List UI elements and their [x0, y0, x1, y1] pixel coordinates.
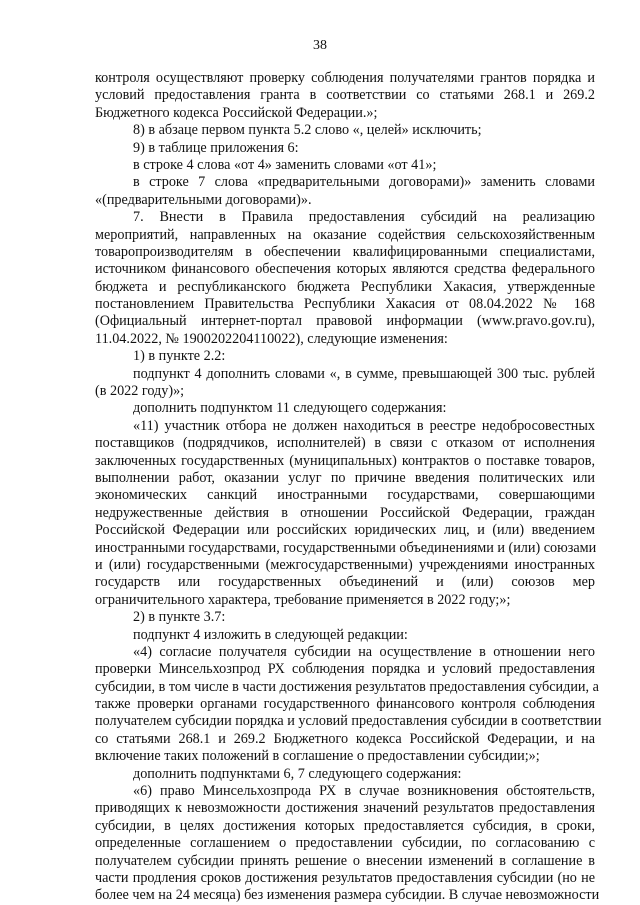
text-line: части продления сроков достижения результатов предоставления субсидии (но не — [95, 869, 595, 886]
text-line: 7. Внести в Правила предоставления субсидий на реализацию — [133, 209, 595, 226]
text-line: (Официальный интернет-портал правовой информации (www.pravo.gov.ru), — [95, 313, 595, 330]
page-number: 38 — [313, 38, 327, 53]
text-line: «(предварительными договорами)». — [95, 191, 312, 208]
text-line: Бюджетного кодекса Российской Федерации.»; — [95, 104, 378, 121]
text-line: субсидии, в том числе в части достижения результатов предоставления субсидии, а — [95, 678, 599, 695]
text-line: мероприятий, направленных на оказание содействия сельскохозяйственным — [95, 226, 595, 243]
text-line: поставщиков (подрядчиков, исполнителей) в связи с отказом от исполнения — [95, 435, 595, 452]
text-line: проверки Минсельхозпрод РХ соблюдения порядка и условий предоставления — [95, 661, 595, 678]
text-line: 9) в таблице приложения 6: — [133, 139, 299, 156]
text-line: получателем субсидии порядка и условий предоставления субсидии в соответствии — [95, 713, 602, 730]
text-line: включение таких положений в соглашение о предоставлении субсидии;»; — [95, 748, 540, 765]
text-line: источником финансового обеспечения которых являются средства федерального — [95, 261, 595, 278]
text-line: дополнить подпунктами 6, 7 следующего содержания: — [133, 765, 462, 782]
text-line: со статьями 268.1 и 269.2 Бюджетного кодекса Российской Федерации, и на — [95, 730, 595, 747]
text-line: «6) право Минсельхозпрода РХ в случае возникновения обстоятельств, — [133, 783, 595, 800]
text-line: 2) в пункте 3.7: — [133, 609, 226, 626]
text-line: 1) в пункте 2.2: — [133, 348, 226, 365]
text-line: условий предоставления гранта в соответствии со статьями 268.1 и 269.2 — [95, 87, 595, 104]
text-line: ограничительного характера, требование применяется в 2022 году;»; — [95, 591, 511, 608]
text-line: 11.04.2022, № 1900202204110022), следующие изменения: — [95, 330, 448, 347]
text-line: в строке 4 слова «от 4» заменить словами «от 41»; — [133, 156, 437, 173]
document-body — [95, 70, 602, 905]
text-line: более чем на 24 месяца) без изменения размера субсидии. В случае невозможности — [95, 887, 600, 904]
text-line: товаропроизводителям в обеспечении квалифицированными специалистами, — [95, 243, 595, 260]
text-line: заключенных государственных (муниципальных) контрактов о поставке товаров, — [95, 452, 595, 469]
text-line: иностранными государствами, государственными объединениями и (или) союзами — [95, 539, 597, 556]
text-line: Российской Федерации или российских юридических лиц, и (или) введением — [95, 522, 595, 539]
text-line: постановлением Правительства Республики Хакасия от 08.04.2022 № 168 — [95, 296, 595, 313]
text-line: подпункт 4 дополнить словами «, в сумме, превышающей 300 тыс. рублей — [133, 365, 595, 382]
text-line: «4) согласие получателя субсидии на осуществление в отношении него — [133, 643, 595, 660]
text-line: недружественные действия в отношении Российской Федерации, граждан — [95, 504, 595, 521]
text-line: дополнить подпунктом 11 следующего содержания: — [133, 400, 447, 417]
text-line: субсидии, в целях достижения которых предоставляется субсидия, в сроки, — [95, 817, 595, 834]
text-line: подпункт 4 изложить в следующей редакции: — [133, 626, 408, 643]
text-line: получателем субсидии принять решение о внесении изменений в соглашение в — [95, 852, 595, 869]
text-line: приводящих к невозможности достижения значений результатов предоставления — [95, 800, 595, 817]
text-line: бюджета и республиканского бюджета Республики Хакасия, утвержденные — [95, 278, 595, 295]
text-line: «11) участник отбора не должен находиться в реестре недобросовестных — [133, 417, 595, 434]
text-line: государств или государственных объединений и (или) союзов мер — [95, 574, 595, 591]
text-line: экономических санкций иностранными государствами, совершающими — [95, 487, 595, 504]
text-line: в строке 7 слова «предварительными договорами)» заменить словами — [133, 174, 595, 191]
text-line: (в 2022 году)»; — [95, 383, 185, 400]
text-line: контроля осуществляют проверку соблюдения получателями грантов порядка и — [95, 70, 595, 86]
text-line: также проверки органами государственного финансового контроля соблюдения — [95, 696, 595, 713]
text-line: 8) в абзаце первом пункта 5.2 слово «, целей» исключить; — [133, 122, 482, 139]
text-line: определенные соглашением о предоставлении субсидии, по согласованию с — [95, 835, 595, 852]
text-line: выполнении работ, оказании услуг по причине введения политических или — [95, 469, 595, 486]
text-line: и (или) государственными (межгосударственными) учреждениями иностранных — [95, 556, 595, 573]
